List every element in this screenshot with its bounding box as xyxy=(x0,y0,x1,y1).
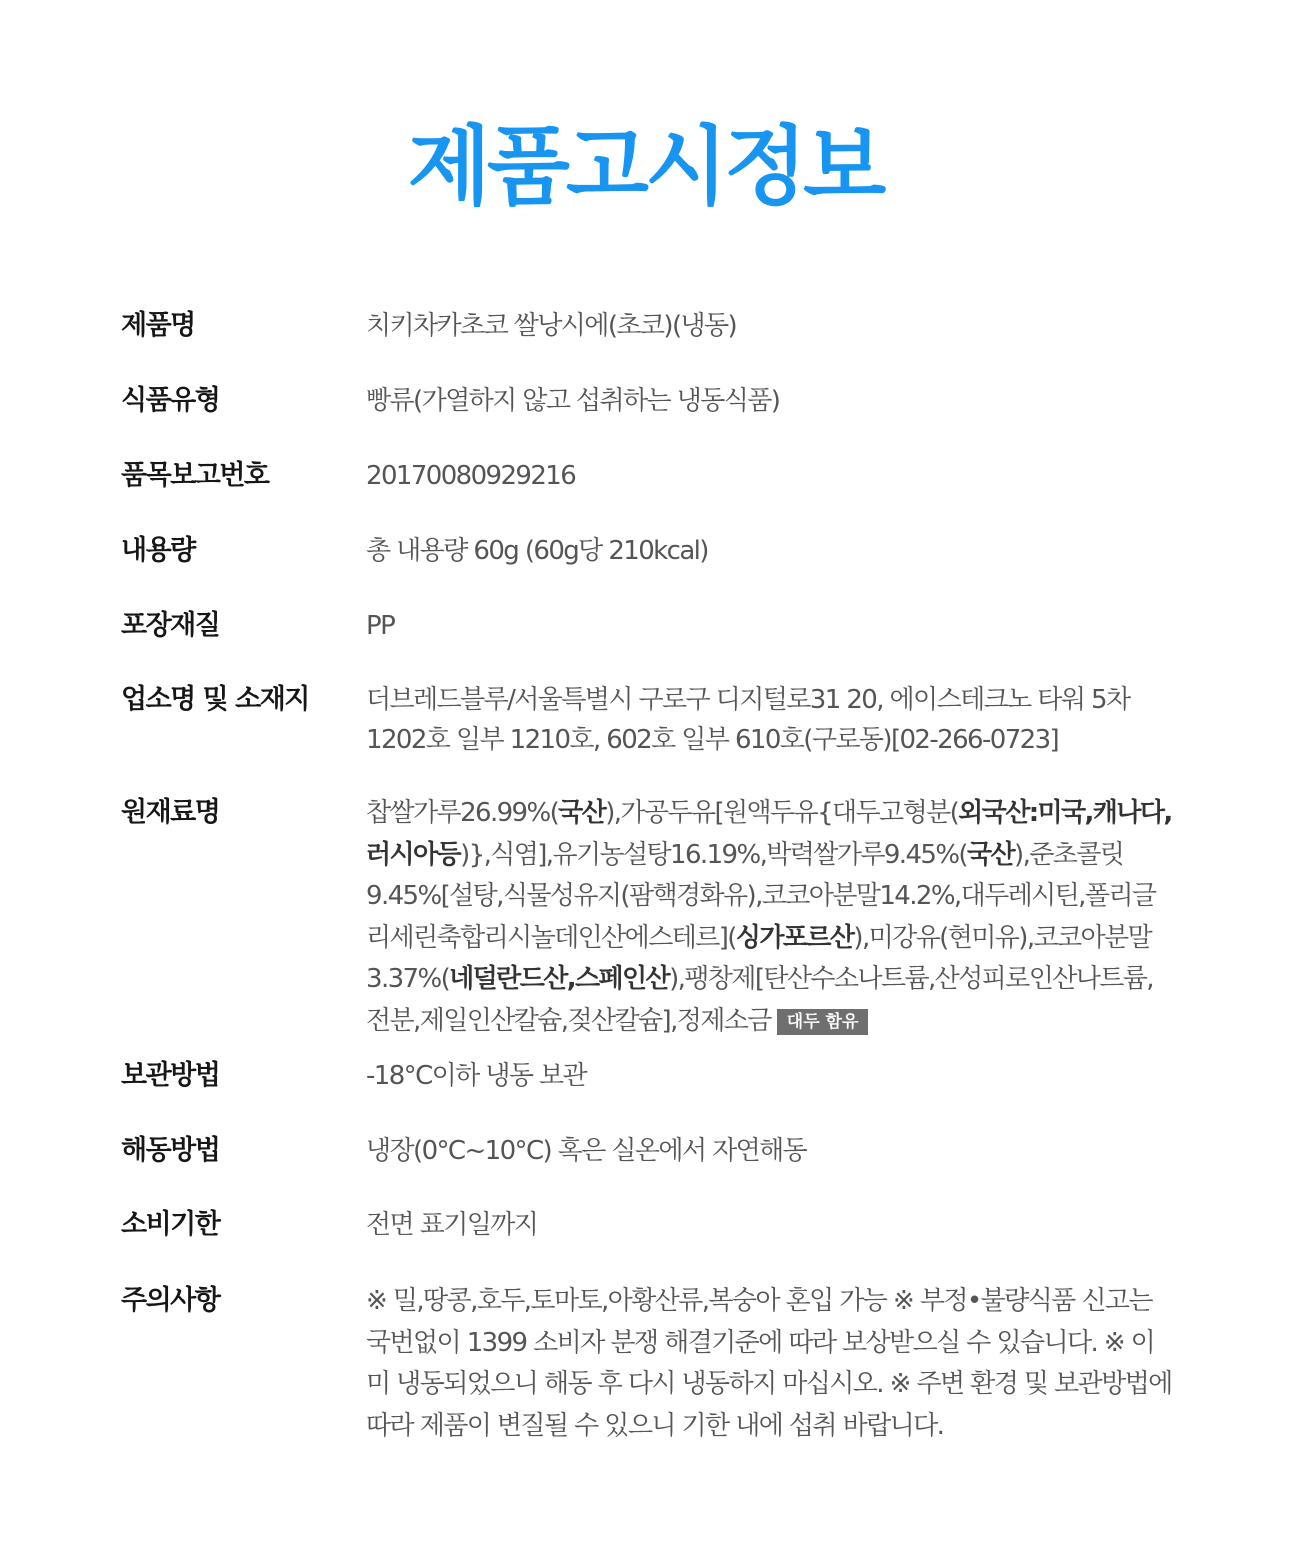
value-packaging: PP xyxy=(366,611,395,641)
label-expiry: 소비기한 xyxy=(121,1209,220,1240)
origin-highlight: 외국산:미국,캐나다,러시아등 xyxy=(366,798,1172,870)
label-thawing-method: 해동방법 xyxy=(121,1135,220,1166)
origin-highlight: 국산 xyxy=(558,798,606,828)
ingredient-text: ),미강유(현미유),코코아분말3.37%( xyxy=(366,922,1152,994)
value-ingredients xyxy=(366,793,1176,1042)
origin-highlight: 싱가포르산 xyxy=(735,922,854,953)
label-storage-method: 보관방법 xyxy=(121,1060,220,1091)
label-packaging: 포장재질 xyxy=(121,610,220,641)
origin-highlight: 국산 xyxy=(966,839,1015,870)
allergen-badge: 대두 함유 xyxy=(777,1009,869,1035)
label-content-amount: 내용량 xyxy=(121,535,195,566)
value-report-number: 20170080929216 xyxy=(366,461,576,491)
label-ingredients: 원재료명 xyxy=(121,797,220,828)
value-content-amount: 총 내용량 60g (60g당 210kcal) xyxy=(366,536,708,566)
ingredient-text: ),준초콜릿9.45%[설탕,식물성유지(팜핵경화유),코코아분말14.2%,대두레시틴,폴리글리세린축합리시놀데인산에스테르]( xyxy=(366,839,1156,953)
page-title: 제품고시정보 xyxy=(407,117,883,217)
ingredient-text: )},식염],유기농설탕16.19%,박력쌀가루9.45%( xyxy=(460,839,967,870)
ingredient-text: ),가공두유[원액두유{대두고형분( xyxy=(605,798,959,828)
label-product-name: 제품명 xyxy=(121,310,195,341)
ingredient-text: ),팽창제[탄산수소나트륨,산성피로인산나트륨,전분,제일인산칼슘,젖산칼슘],정제소금 xyxy=(366,964,1153,1036)
value-thawing-method: 냉장(0°C~10°C) 혹은 실온에서 자연해동 xyxy=(366,1136,807,1166)
label-report-number: 품목보고번호 xyxy=(121,460,269,491)
value-expiry: 전면 표기일까지 xyxy=(366,1210,538,1240)
label-manufacturer: 업소명 및 소재지 xyxy=(121,684,309,715)
value-manufacturer: 더브레드블루/서울특별시 구로구 디지털로31 20, 에이스테크노 타워 5차 1202호 일부 1210호, 602호 일부 610호(구로동)[02-266-0723] xyxy=(366,685,1130,755)
value-storage-method: -18°C이하 냉동 보관 xyxy=(366,1061,587,1091)
label-precautions: 주의사항 xyxy=(121,1285,220,1316)
label-food-type: 식품유형 xyxy=(121,385,220,416)
ingredient-text: 찹쌀가루26.99%( xyxy=(366,798,559,828)
value-food-type: 빵류(가열하지 않고 섭취하는 냉동식품) xyxy=(366,386,780,416)
value-precautions: ※ 밀,땅콩,호두,토마토,아황산류,복숭아 혼입 가능 ※ 부정•불량식품 신고는 국번없이 1399 소비자 분쟁 해결기준에 따라 보상받으실 수 있습니다. ※ 이미 냉동되었으니 해동 후 다시 냉동하지 마십시오. ※ 주변 환경 및 보관방법에 따라 제품이 변질될 수 있으니 기한 내에 섭취 바랍니다. xyxy=(366,1286,1172,1441)
value-product-name: 치키차카초코 쌀낭시에(초코)(냉동) xyxy=(366,311,737,341)
origin-highlight: 네덜란드산,스페인산 xyxy=(449,964,670,994)
